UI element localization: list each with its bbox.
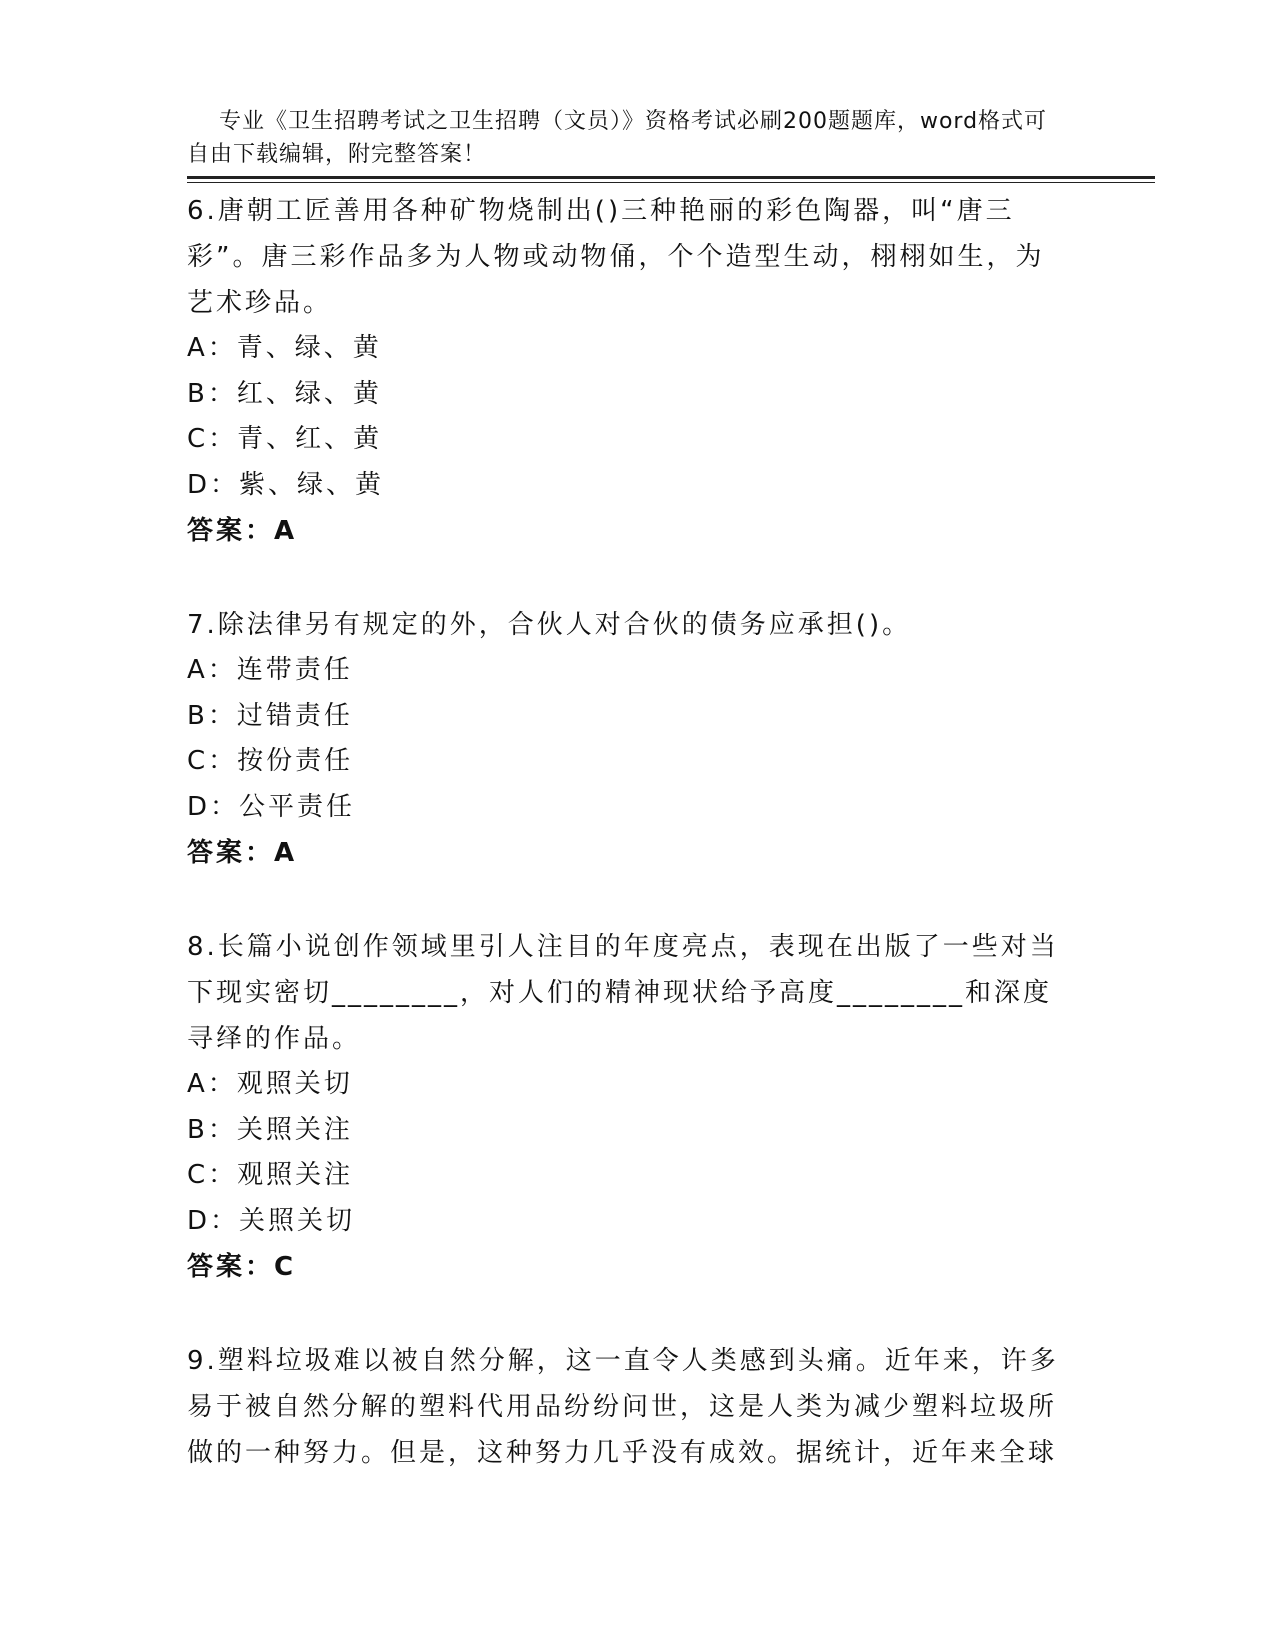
question-9 <box>187 1338 1067 1476</box>
option-a: A：青、绿、黄 <box>187 333 382 363</box>
question-text: 9.塑料垃圾难以被自然分解，这一直令人类感到头痛。近年来，许多易于被自然分解的塑料代用品纷纷问世，这是人类为减少塑料垃圾所做的一种努力。但是，这种努力几乎没有成效。据统计，近年来全球 <box>187 1346 1059 1468</box>
header-divider-thick <box>187 176 1155 179</box>
option-c: C：按份责任 <box>187 746 354 776</box>
option-a: A：连带责任 <box>187 655 353 685</box>
header-divider-thin <box>187 182 1155 183</box>
option-c: C：青、红、黄 <box>187 424 383 454</box>
option-a: A：观照关切 <box>187 1069 353 1099</box>
option-d: D：关照关切 <box>187 1205 356 1236</box>
answer-label: 答案：A <box>187 516 298 546</box>
header-title: 专业《卫生招聘考试之卫生招聘（文员）》资格考试必刷200题题库，word格式可自由下载编辑，附完整答案！ <box>187 109 1048 167</box>
question-text: 7.除法律另有规定的外，合伙人对合伙的债务应承担()。 <box>187 610 912 640</box>
question-7 <box>187 602 1067 876</box>
document-header <box>187 72 1067 204</box>
option-b: B：过错责任 <box>187 700 353 731</box>
option-b: B：红、绿、黄 <box>187 378 382 409</box>
question-8 <box>187 924 1067 1290</box>
option-d: D：紫、绿、黄 <box>187 469 385 500</box>
question-text: 6.唐朝工匠善用各种矿物烧制出()三种艳丽的彩色陶器，叫“唐三彩”。唐三彩作品多为人物或动物俑，个个造型生动，栩栩如生，为艺术珍品。 <box>187 196 1045 318</box>
question-6 <box>187 188 1067 554</box>
question-list <box>187 188 1067 1524</box>
option-c: C：观照关注 <box>187 1160 354 1190</box>
answer-label: 答案：A <box>187 838 298 868</box>
answer-label: 答案：C <box>187 1252 297 1282</box>
option-d: D：公平责任 <box>187 791 356 822</box>
option-b: B：关照关注 <box>187 1114 353 1145</box>
question-text: 8.长篇小说创作领域里引人注目的年度亮点，表现在出版了一些对当下现实密切________，对人们的精神现状给予高度________和深度寻绎的作品。 <box>187 932 1059 1054</box>
